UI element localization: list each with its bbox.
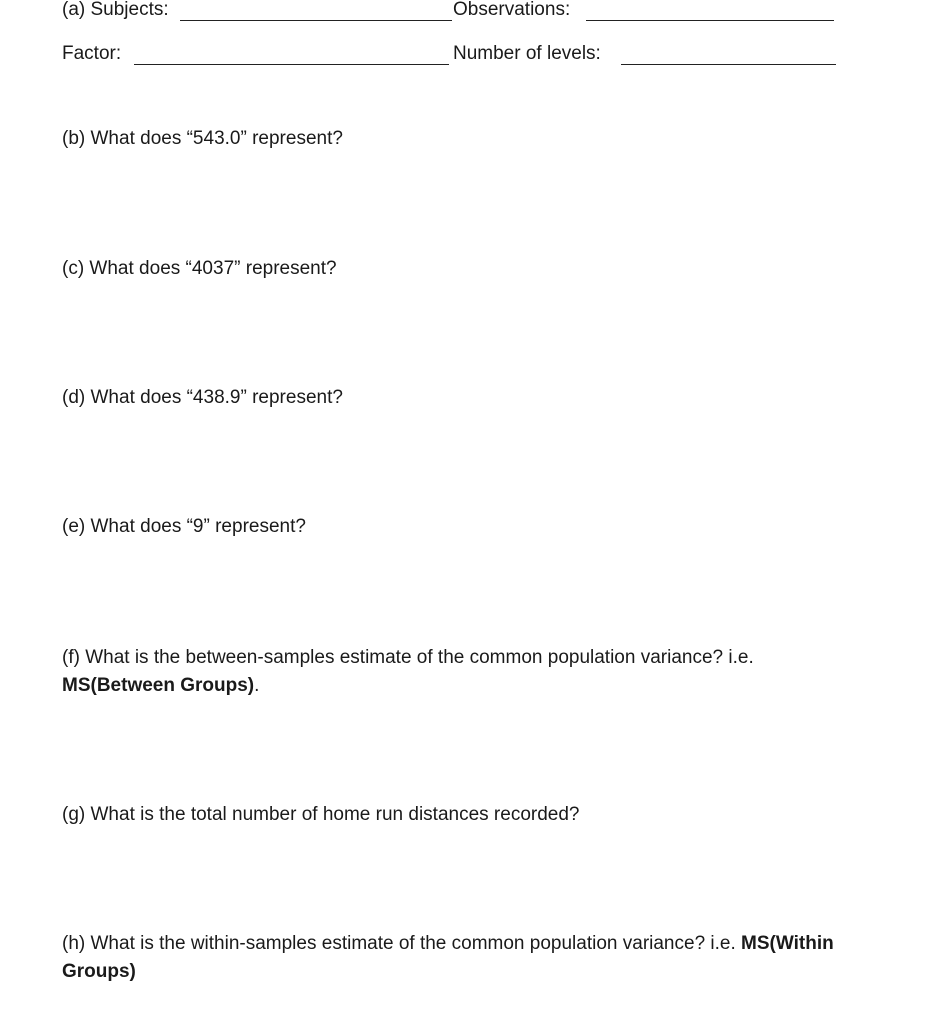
subjects-label: (a) Subjects: <box>62 0 169 20</box>
question-e: (e) What does “9” represent? <box>62 516 306 537</box>
question-h-line1 <box>62 930 834 958</box>
question-h-bold1: MS(Within <box>741 933 834 954</box>
question-d: (d) What does “438.9” represent? <box>62 387 343 408</box>
question-f-tail: . <box>254 675 260 696</box>
question-h-line2 <box>62 958 834 986</box>
factor-levels-row <box>0 42 936 70</box>
question-f-line1: (f) What is the between-samples estimate of the common population variance? i.e. <box>62 647 754 668</box>
factor-label: Factor: <box>62 43 122 64</box>
factor-answer-line[interactable] <box>134 64 449 65</box>
levels-answer-line[interactable] <box>621 64 836 65</box>
question-f-line2 <box>62 672 754 700</box>
question-h <box>62 930 834 986</box>
question-h-bold2: Groups) <box>62 961 136 982</box>
question-c: (c) What does “4037” represent? <box>62 258 337 279</box>
question-f <box>62 644 754 700</box>
levels-label: Number of levels: <box>453 43 601 64</box>
observations-label: Observations: <box>453 0 571 20</box>
question-g: (g) What is the total number of home run distances recorded? <box>62 804 580 825</box>
question-f-bold: MS(Between Groups) <box>62 675 255 696</box>
subjects-observations-row <box>0 0 936 28</box>
subjects-answer-line[interactable] <box>180 20 452 21</box>
observations-answer-line[interactable] <box>586 20 834 21</box>
question-b: (b) What does “543.0” represent? <box>62 128 343 149</box>
question-h-text: (h) What is the within-samples estimate of the common population variance? i.e. <box>62 933 742 954</box>
